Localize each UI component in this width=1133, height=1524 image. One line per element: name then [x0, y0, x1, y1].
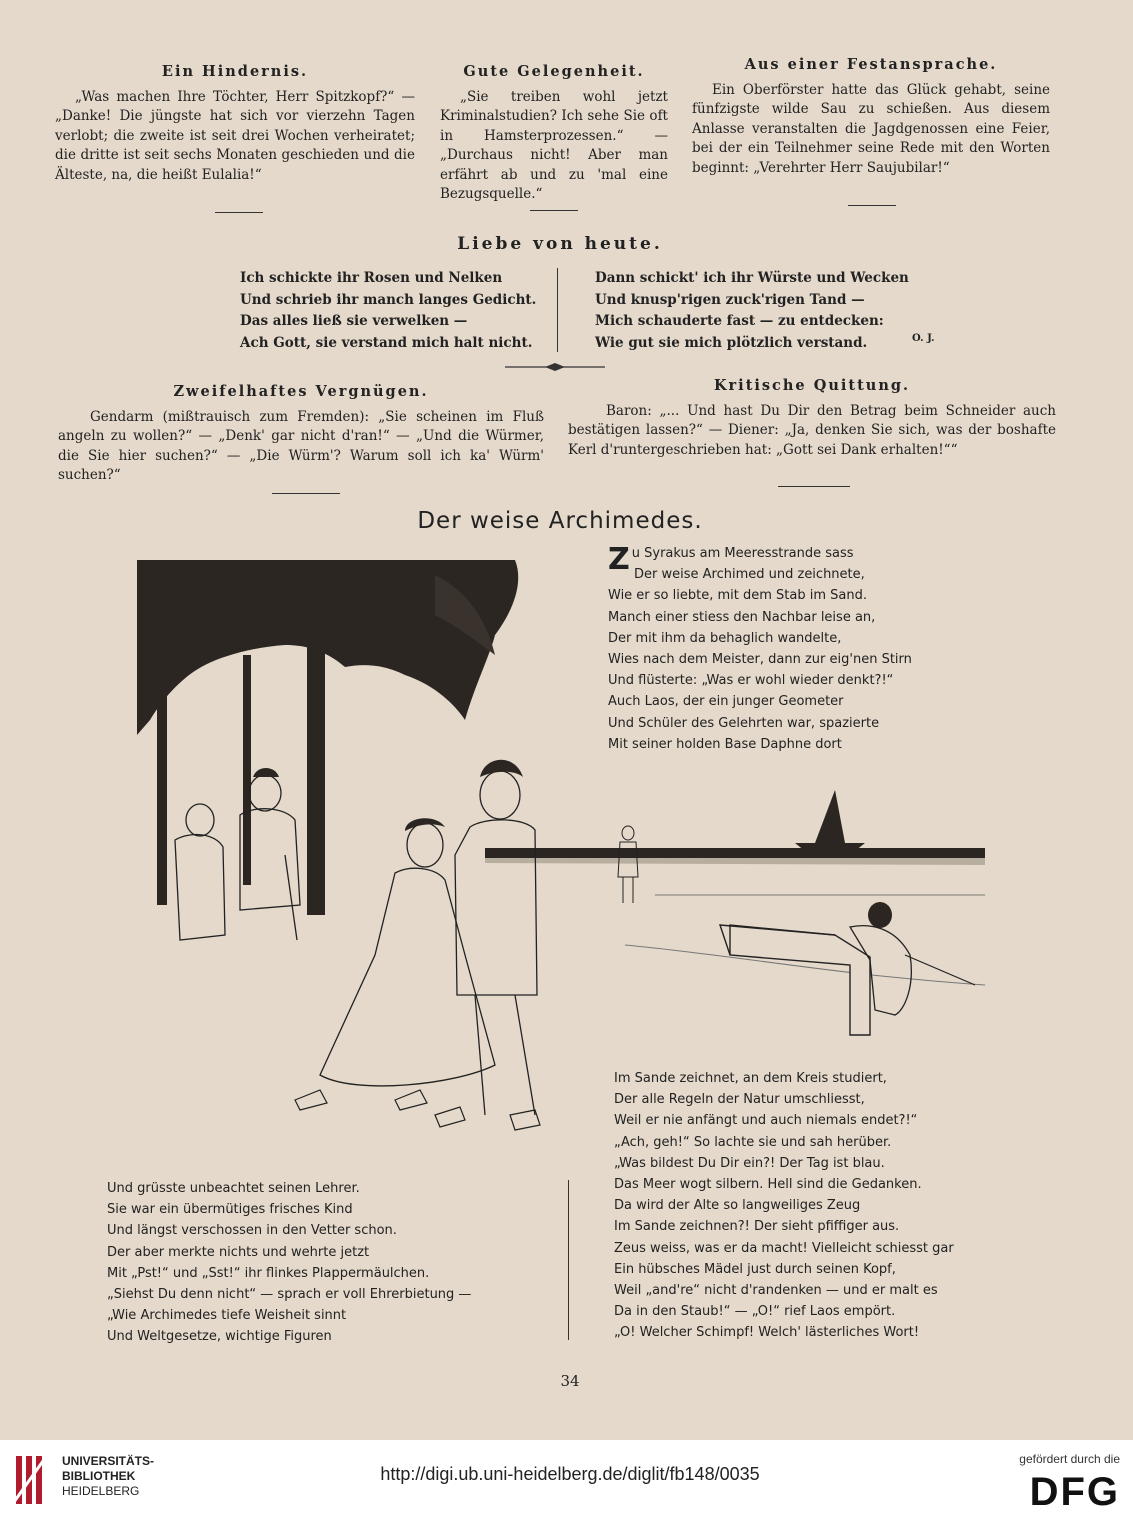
- poem-line: „Wie Archimedes tiefe Weisheit sinnt: [107, 1308, 347, 1324]
- separator-rule: [272, 493, 340, 494]
- heading-ein-hindernis: Ein Hindernis.: [161, 63, 309, 80]
- poem-liebe-left: [240, 268, 536, 354]
- heading-archimedes: Der weise Archimedes.: [417, 508, 703, 534]
- column-divider: [568, 1180, 569, 1340]
- poem-line: Wies nach dem Meister, dann zur eig'nen Stirn: [608, 652, 912, 668]
- text-kritische-quittung: Baron: „... Und hast Du Dir den Betrag beim Schneider auch bestätigen lassen?“ — Diener: „Ja, denken Sie sich, was der boshafte Kerl d'runtergeschrieben hat: „Gott sei Dank erhalten!““: [568, 402, 1056, 458]
- library-logo-icon: [14, 1452, 52, 1508]
- article-festansprache: [692, 55, 1050, 178]
- poem-line: Im Sande zeichnen?! Der sieht pfiffiger aus.: [614, 1219, 900, 1235]
- poem-line: „O! Welcher Schimpf! Welch' lästerliches Wort!: [614, 1325, 920, 1341]
- poem-line: Zeus weiss, was er da macht! Vielleicht schiesst gar: [614, 1240, 954, 1256]
- text-ein-hindernis: „Was machen Ihre Töchter, Herr Spitzkopf?“ — „Danke! Die jüngste hat sich vor vierzehn Tagen verlobt; die zweite ist seit drei Wochen verheiratet; die dritte ist seit sechs Monaten geschieden und die Älteste, na, die heißt Eulalia!“: [55, 88, 415, 183]
- heading-liebe-von-heute: Liebe von heute.: [457, 234, 663, 254]
- article-zweifelhaftes-vergnuegen: [58, 382, 544, 486]
- poem-line: Und Weltgesetze, wichtige Figuren: [107, 1329, 332, 1345]
- drop-cap-initial: Z: [608, 542, 630, 577]
- poem-line: „Ach, geh!“ So lachte sie und sah herüber.: [614, 1134, 892, 1150]
- heading-kritische-quittung: Kritische Quittung.: [713, 377, 911, 394]
- footer-bar: [0, 1440, 1133, 1524]
- poem-line: Weil „and're“ nicht d'randenken — und er malt es: [614, 1283, 938, 1299]
- poem-line: Und längst verschossen in den Vetter schon.: [107, 1223, 397, 1239]
- poem-line: Das alles ließ sie verwelken —: [240, 313, 468, 329]
- poem-line: „Was bildest Du Dir ein?! Der Tag ist blau.: [614, 1155, 885, 1171]
- poem-line: Ach Gott, sie verstand mich halt nicht.: [240, 334, 533, 351]
- funding-note: gefördert durch die: [1019, 1452, 1120, 1466]
- poem-stanza-3: [614, 1068, 954, 1344]
- poem-line: Und flüsterte: „Was er wohl wieder denkt?!“: [608, 673, 894, 689]
- text-zweifelhaftes-vergnuegen: Gendarm (mißtrauisch zum Fremden): „Sie scheinen im Fluß angeln zu wollen?“ — „Denk' gar nicht d'ran!“ — „Und die Würmer, die Sie hier suchen?“ — „Die Würm'? Warum soll ich ka' Würm' suchen?“: [58, 408, 544, 483]
- poem-line: Dann schickt' ich ihr Würste und Wecken: [595, 270, 909, 286]
- poem-line: Wie er so liebte, mit dem Stab im Sand.: [608, 588, 867, 604]
- poem-line: Mit seiner holden Base Daphne dort: [608, 736, 842, 752]
- poem-line: Das Meer wogt silbern. Hell sind die Gedanken.: [614, 1177, 922, 1193]
- poem-line: Da wird der Alte so langweiliges Zeug: [614, 1198, 861, 1214]
- poem-line: Ein hübsches Mädel just durch seinen Kopf,: [614, 1261, 896, 1277]
- poem-line: Und knusp'rigen zuck'rigen Tand —: [595, 291, 865, 308]
- poem-line: Auch Laos, der ein junger Geometer: [608, 694, 844, 710]
- dfg-logo: DFG: [1029, 1470, 1120, 1514]
- article-kritische-quittung: [568, 376, 1056, 460]
- page-number: 34: [560, 1372, 580, 1390]
- separator-rule: [215, 212, 263, 213]
- separator-rule: [848, 205, 896, 206]
- poem-line: Sie war ein übermütiges frisches Kind: [107, 1202, 353, 1218]
- poem-line: Mit „Pst!“ und „Sst!“ ihr flinkes Plappermäulchen.: [107, 1265, 430, 1281]
- poem-line: Zu Syrakus am Meeresstrande sass: [608, 542, 854, 577]
- heading-festansprache: Aus einer Festansprache.: [744, 56, 998, 73]
- poem-line: Wie gut sie mich plötzlich verstand.: [595, 334, 868, 351]
- poem-line: Mich schauderte fast — zu entdecken:: [595, 313, 884, 329]
- heading-zweifelhaftes-vergnuegen: Zweifelhaftes Vergnügen.: [173, 383, 429, 400]
- heading-gute-gelegenheit: Gute Gelegenheit.: [463, 63, 645, 80]
- column-divider: [557, 268, 558, 352]
- text-gute-gelegenheit: „Sie treiben wohl jetzt Kriminalstudien? Ich sehe Sie oft in Hamsterprozessen.“ — „Durchaus nicht! Aber man erfährt ab und zu 'mal eine Bezugsquelle.“: [440, 88, 668, 202]
- poem-stanza-1: [608, 543, 912, 755]
- article-ein-hindernis: [55, 62, 415, 185]
- poem-line: Da in den Staub!“ — „O!“ rief Laos empört.: [614, 1304, 896, 1320]
- poem-liebe-right: [595, 268, 909, 354]
- article-gute-gelegenheit: [440, 62, 668, 205]
- poem-line: „Siehst Du denn nicht“ — sprach er voll Ehrerbietung —: [107, 1287, 472, 1303]
- poem-line: Ich schickte ihr Rosen und Nelken: [240, 270, 503, 286]
- separator-rule: [778, 486, 850, 487]
- poem-line: Der aber merkte nichts und wehrte jetzt: [107, 1244, 370, 1260]
- ornament-divider: [505, 362, 605, 372]
- poem-line: Manch einer stiess den Nachbar leise an,: [608, 609, 876, 625]
- poem-line: Weil er nie anfängt und auch niemals endet?!“: [614, 1113, 918, 1129]
- poem-line: Der weise Archimed und zeichnete,: [634, 567, 865, 583]
- poem-line: Der alle Regeln der Natur umschliesst,: [614, 1092, 865, 1108]
- poem-stanza-2: [107, 1178, 471, 1348]
- poem-line: Und schrieb ihr manch langes Gedicht.: [240, 291, 537, 308]
- poem-line: Und grüsste unbeachtet seinen Lehrer.: [107, 1181, 360, 1196]
- poem-line: Und Schüler des Gelehrten war, spazierte: [608, 715, 880, 731]
- poem-line: Der mit ihm da behaglich wandelte,: [608, 630, 842, 646]
- separator-rule: [530, 210, 578, 211]
- library-name: UNIVERSITÄTS- BIBLIOTHEK HEIDELBERG: [62, 1454, 155, 1498]
- poem-line: Im Sande zeichnet, an dem Kreis studiert,: [614, 1071, 887, 1086]
- poem-signature: O. J.: [912, 333, 935, 344]
- text-festansprache: Ein Oberförster hatte das Glück gehabt, seine fünfzigste wilde Sau zu schießen. Aus diesem Anlasse veranstalten die Jagdgenossen eine Feier, bei der ein Teilnehmer seine Rede mit den Worten beginnt: „Verehrter Herr Saujubilar!“: [692, 81, 1050, 176]
- source-url-link[interactable]: http://digi.ub.uni-heidelberg.de/diglit/fb148/0035: [380, 1464, 760, 1484]
